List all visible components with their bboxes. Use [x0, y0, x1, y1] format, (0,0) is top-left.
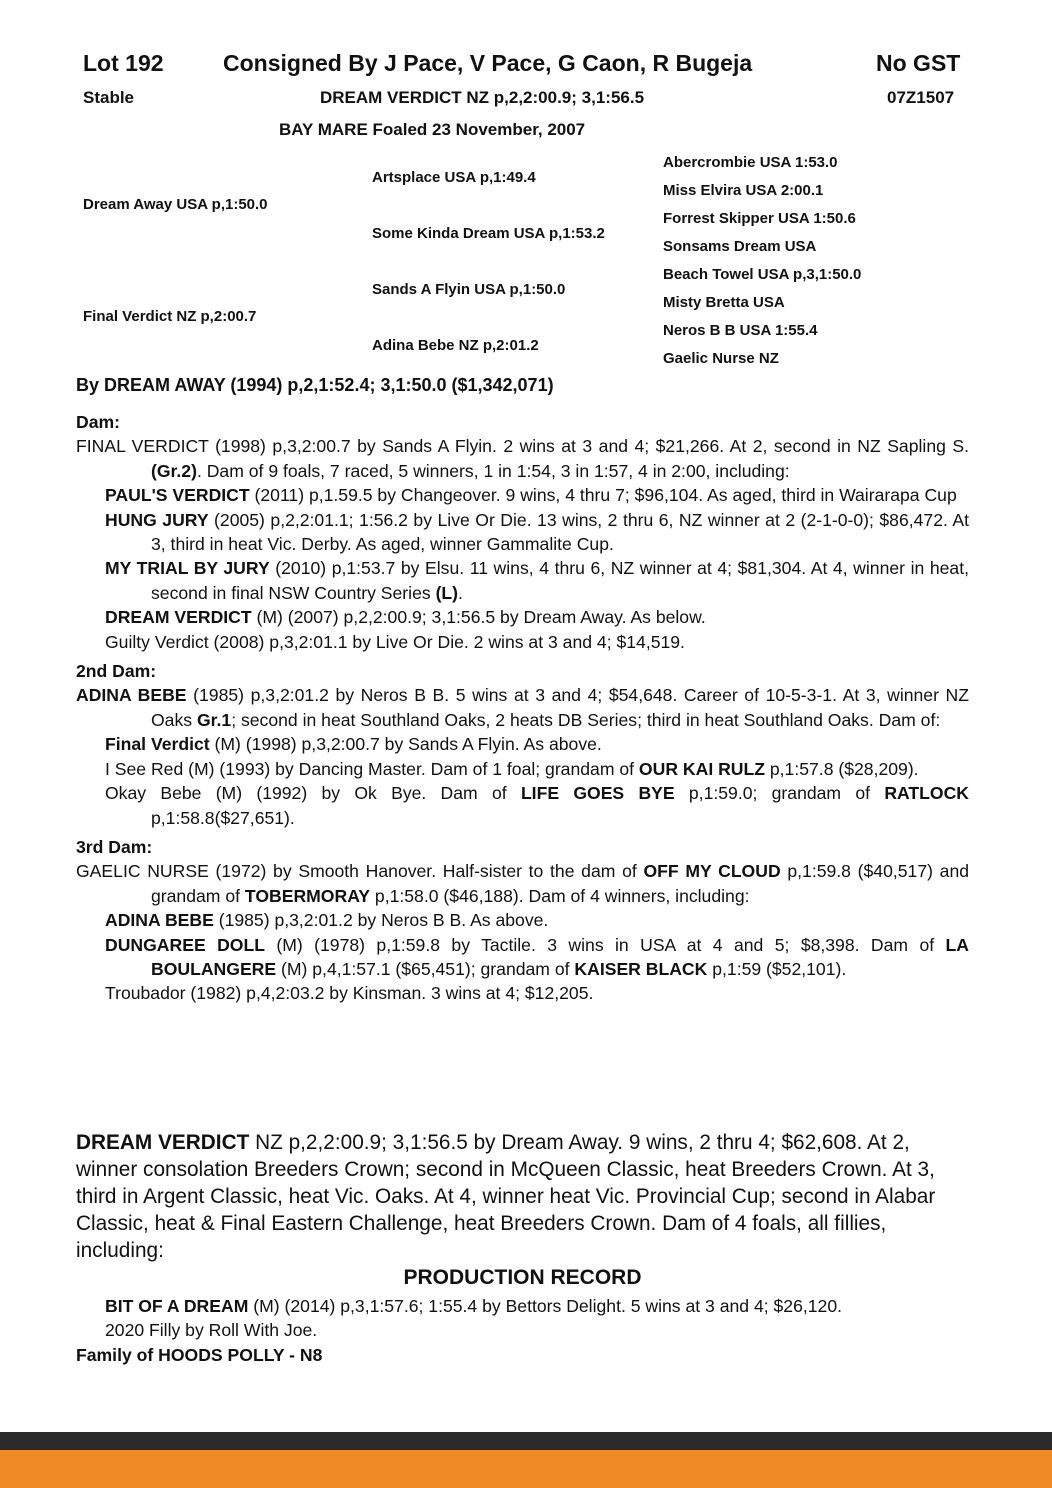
progeny-entry: Okay Bebe (M) (1992) by Ok Bye. Dam of LIFE GOES BYE p,1:59.0; grandam of RATLOCK p,1:58.8($27,651).	[105, 783, 970, 828]
progeny-entry: DUNGAREE DOLL (M) (1978) p,1:59.8 by Tactile. 3 wins in USA at 4 and 5; $8,398. Dam of LA BOULANGERE (M) p,4,1:57.1 ($65,451); grandam of KAISER BLACK p,1:59 ($52,101).	[105, 934, 969, 979]
pedigree-dam: Final Verdict NZ p,2:00.7	[83, 308, 257, 325]
pedigree-g2: Artsplace USA p,1:49.4	[372, 169, 536, 186]
dam-heading: Dam:	[76, 412, 120, 432]
family-line: Family of HOODS POLLY - N8	[76, 1344, 323, 1365]
footer-bar-dark	[0, 1432, 1052, 1450]
progeny-entry: HUNG JURY (2005) p,2,2:01.1; 1:56.2 by Live Or Die. 13 wins, 2 thru 6, NZ winner at 2 (2-1-0-0); $86,472. At 3, third in heat Vic. Derby. As aged, winner Gammalite Cup.	[105, 509, 970, 555]
pedigree-g3: Gaelic Nurse NZ	[663, 350, 779, 367]
third-dam-intro: GAELIC NURSE (1972) by Smooth Hanover. Half-sister to the dam of OFF MY CLOUD p,1:59.8 ($40,517) and grandam of TOBERMORAY p,1:58.0 ($46,188). Dam of 4 winners, including:	[76, 861, 970, 906]
pedigree-g3: Beach Towel USA p,3,1:50.0	[663, 266, 862, 283]
production-record	[76, 1294, 969, 1367]
progeny-entry: PAUL'S VERDICT (2011) p,1.59.5 by Changeover. 9 wins, 4 thru 7; $96,104. As aged, third in Wairarapa Cup	[105, 485, 957, 506]
third-dam-heading: 3rd Dam:	[76, 836, 153, 857]
production-entry: 2020 Filly by Roll With Joe.	[105, 1320, 318, 1341]
pedigree-g2: Adina Bebe NZ p,2:01.2	[372, 337, 539, 354]
sire-line: By DREAM AWAY (1994) p,2,1:52.4; 3,1:50.0 ($1,342,071)	[76, 375, 554, 395]
pedigree-g3: Abercrombie USA 1:53.0	[663, 154, 838, 171]
pedigree-g2: Some Kinda Dream USA p,1:53.2	[372, 225, 605, 242]
progeny-entry: DREAM VERDICT (M) (2007) p,2,2:00.9; 3,1:56.5 by Dream Away. As below.	[105, 607, 706, 628]
pedigree-sire: Dream Away USA p,1:50.0	[83, 196, 268, 213]
progeny-entry: MY TRIAL BY JURY (2010) p,1:53.7 by Elsu. 11 wins, 4 thru 6, NZ winner at 4; $81,304. At 4, winner in heat, second in final NSW Country Series (L).	[105, 558, 969, 603]
progeny-entry: Final Verdict (M) (1998) p,3,2:00.7 by Sands A Flyin. As above.	[105, 734, 602, 755]
pedigree-details	[76, 410, 969, 1006]
stable-label: Stable	[83, 88, 135, 107]
horse-summary: DREAM VERDICT NZ p,2,2:00.9; 3,1:56.5 by Dream Away. 9 wins, 2 thru 4; $62,608. At 2, winner consolation Breeders Crown; second in McQueen Classic, heat Breeders Crown. At 3, third in Argent Classic, heat Vic. Oaks. At 4, winner heat Vic. Provincial Cup; second in Alabar Classic, heat & Final Eastern Challenge, heat Breeders Crown. Dam of 4 foals, all fillies, including:	[76, 1131, 936, 1262]
horse-title: DREAM VERDICT NZ p,2,2:00.9; 3,1:56.5	[320, 88, 645, 107]
gst-status: No GST	[876, 50, 961, 76]
horse-code: 07Z1507	[887, 88, 955, 107]
progeny-entry: I See Red (M) (1993) by Dancing Master. Dam of 1 foal; grandam of OUR KAI RULZ p,1:57.8 ($28,209).	[105, 758, 919, 779]
consignor: Consigned By J Pace, V Pace, G Caon, R Bugeja	[223, 50, 753, 76]
progeny-entry: Troubador (1982) p,4,2:03.2 by Kinsman. 3 wins at 4; $12,205.	[105, 983, 594, 1004]
pedigree-g3: Sonsams Dream USA	[663, 238, 817, 255]
pedigree-g3: Forrest Skipper USA 1:50.6	[663, 210, 856, 227]
progeny-entry: Guilty Verdict (2008) p,3,2:01.1 by Live Or Die. 2 wins at 3 and 4; $14,519.	[105, 631, 685, 652]
production-entry: BIT OF A DREAM (M) (2014) p,3,1:57.6; 1:55.4 by Bettors Delight. 5 wins at 3 and 4; $26,120.	[105, 1296, 843, 1316]
second-dam-intro: ADINA BEBE (1985) p,3,2:01.2 by Neros B B. 5 wins at 3 and 4; $54,648. Career of 10-5-3-1. At 3, winner NZ Oaks Gr.1; second in heat Southland Oaks, 2 heats DB Series; third in heat Southland Oaks. Dam of:	[76, 685, 969, 730]
dam-intro: FINAL VERDICT (1998) p,3,2:00.7 by Sands A Flyin. 2 wins at 3 and 4; $21,266. At 2, second in NZ Sapling S. (Gr.2). Dam of 9 foals, 7 raced, 5 winners, 1 in 1:54, 3 in 1:57, 4 in 2:00, including:	[76, 436, 969, 481]
pedigree-g3: Misty Bretta USA	[663, 294, 785, 311]
pedigree-g3: Miss Elvira USA 2:00.1	[663, 182, 824, 199]
progeny-entry: ADINA BEBE (1985) p,3,2:01.2 by Neros B B. As above.	[105, 910, 549, 931]
footer-bar-orange	[0, 1450, 1052, 1488]
production-record-heading: PRODUCTION RECORD	[403, 1266, 642, 1289]
pedigree-g2: Sands A Flyin USA p,1:50.0	[372, 281, 566, 298]
foaled-line: BAY MARE Foaled 23 November, 2007	[279, 120, 586, 139]
second-dam-heading: 2nd Dam:	[76, 661, 157, 682]
pedigree-g3: Neros B B USA 1:55.4	[663, 322, 818, 339]
lot-number: Lot 192	[83, 50, 164, 76]
